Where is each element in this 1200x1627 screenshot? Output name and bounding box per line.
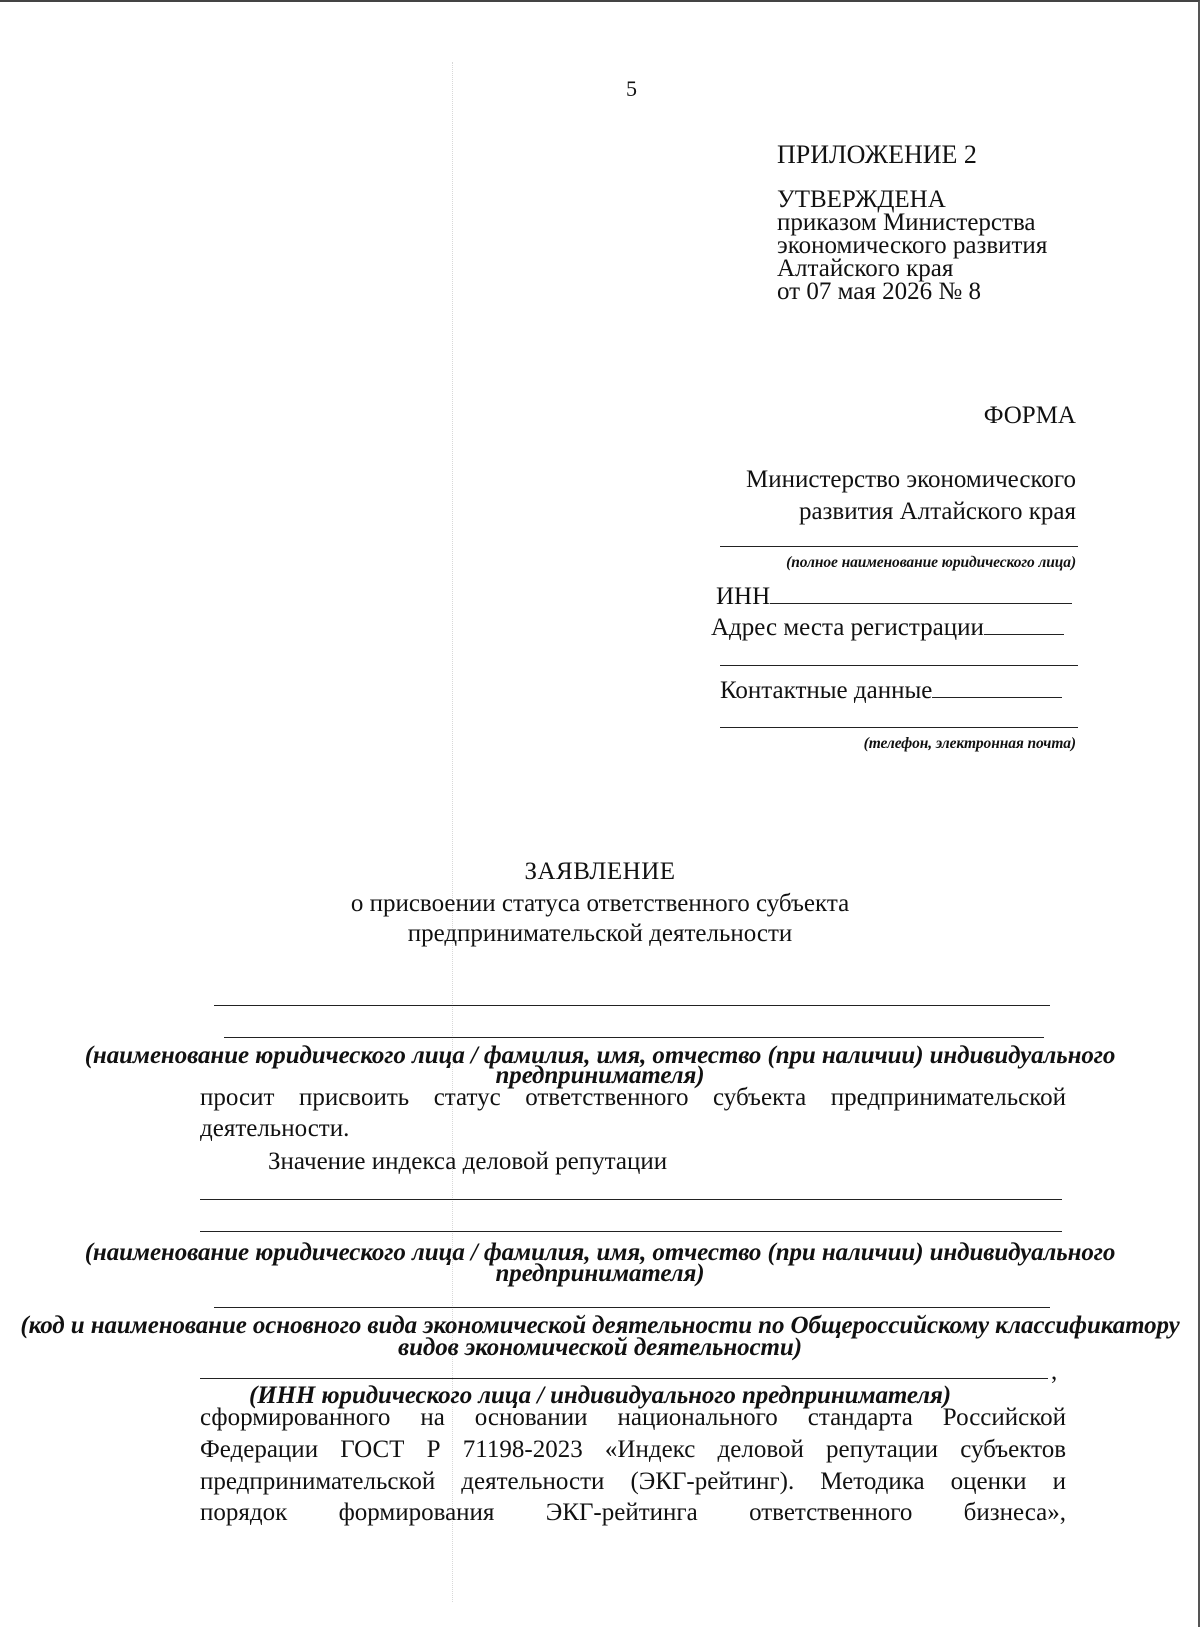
index-hint-line-1: (наименование юридического лица / фамилия, имя, отчество (при наличии) индивидуального — [84, 1239, 1116, 1266]
statement-subtitle-1: о присвоении статуса ответственного субъекта — [350, 890, 850, 917]
basis-line-3: предпринимательской деятельности (ЭКГ-рейтинг). Методика оценки и — [200, 1468, 1066, 1495]
form-label: ФОРМА — [983, 402, 1076, 429]
contacts-label: Контактные данные — [720, 677, 933, 704]
index-hint-line-2: предпринимателя) — [495, 1260, 705, 1287]
recipient-line-1: Министерство экономического — [746, 466, 1076, 493]
entity-name-hint: (полное наименование юридического лица) — [786, 554, 1076, 571]
address-field-line[interactable] — [984, 610, 1064, 635]
inn-line-comma: , — [1051, 1358, 1058, 1385]
index-field-line-1[interactable] — [200, 1199, 1062, 1200]
applicant-name-field-line-1[interactable] — [214, 1005, 1050, 1006]
approval-line-5: от 07 мая 2026 № 8 — [777, 278, 981, 305]
okved-hint-line-1: (код и наименование основного вида экономической деятельности по Общероссийскому классификатору — [20, 1312, 1180, 1339]
contacts-hint: (телефон, электронная почта) — [863, 735, 1076, 752]
inn-value-field-line[interactable] — [200, 1378, 1048, 1379]
contacts-field[interactable] — [720, 673, 1062, 705]
basis-line-1: сформированного на основании национального стандарта Российской — [200, 1404, 1066, 1431]
recipient-line-2: развития Алтайского края — [798, 498, 1076, 525]
request-line-2: деятельности. — [200, 1115, 350, 1142]
applicant-name-hint-line-2: предпринимателя) — [495, 1062, 705, 1089]
entity-name-field-line[interactable] — [720, 546, 1078, 547]
applicant-name-field-line-2[interactable] — [224, 1037, 1044, 1038]
request-line-1: просит присвоить статус ответственного субъекта предпринимательской — [200, 1084, 1066, 1111]
statement-title: ЗАЯВЛЕНИЕ — [524, 858, 676, 885]
inn-hint: (ИНН юридического лица / индивидуального предпринимателя) — [248, 1382, 951, 1409]
statement-subtitle-2: предпринимательской деятельности — [407, 920, 793, 947]
page-number: 5 — [626, 76, 637, 101]
address-label: Адрес места регистрации — [711, 614, 984, 641]
contacts-field-line[interactable] — [932, 673, 1062, 698]
basis-line-2: Федерации ГОСТ Р 71198-2023 «Индекс деловой репутации субъектов — [200, 1436, 1066, 1463]
approval-line-3: экономического развития — [777, 232, 1048, 259]
applicant-name-hint-line-1: (наименование юридического лица / фамилия, имя, отчество (при наличии) индивидуального — [84, 1042, 1116, 1069]
approval-line-4: Алтайского края — [777, 255, 954, 282]
inn-field[interactable] — [716, 579, 1072, 611]
okved-field-line[interactable] — [214, 1307, 1050, 1308]
inn-label: ИНН — [716, 583, 771, 610]
approval-block — [777, 188, 1047, 303]
basis-line-4: порядок формирования ЭКГ-рейтинга ответственного бизнеса», — [200, 1499, 1066, 1526]
approval-line-1: УТВЕРЖДЕНА — [777, 186, 946, 213]
index-field-line-2[interactable] — [200, 1231, 1062, 1232]
inn-field-line[interactable] — [770, 579, 1072, 604]
address-field-line-2[interactable] — [720, 665, 1078, 666]
appendix-label: ПРИЛОЖЕНИЕ 2 — [777, 140, 977, 169]
page-fold-mark — [452, 62, 453, 1602]
approval-line-2: приказом Министерства — [777, 209, 1036, 236]
address-field[interactable] — [711, 610, 1064, 642]
recipient-block — [746, 464, 1076, 528]
okved-hint-line-2: видов экономической деятельности) — [398, 1334, 802, 1361]
contacts-field-line-2[interactable] — [720, 727, 1078, 728]
index-label: Значение индекса деловой репутации — [268, 1148, 668, 1175]
